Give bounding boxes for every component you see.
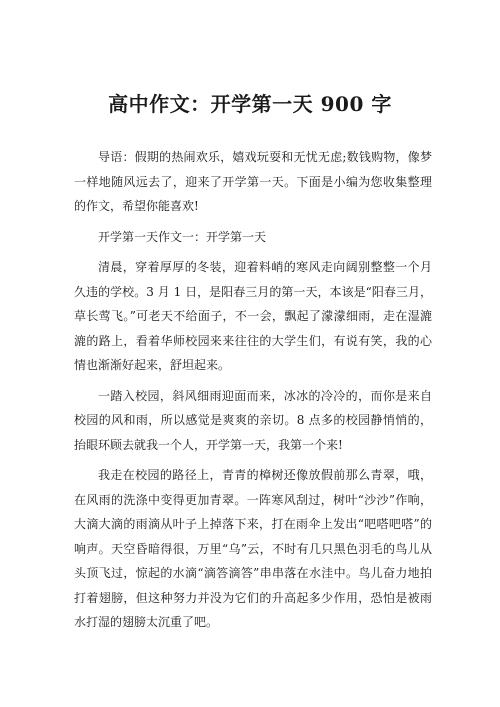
body-paragraph-3: 我走在校园的路径上，青青的樟树还像放假前那么青翠，哦，在风雨的洗涤中变得更加青翠。一阵寒风刮过，树叶“沙沙”作响，大滴大滴的雨滴从叶子上掉落下来，打在雨伞上发出“吧嗒吧嗒”的响声。天空昏暗得很，万里“乌”云，不时有几只黑色羽毛的鸟儿从头顶飞过，惊起的水滴“滴答滴答”串串落在水洼中。鸟儿奋力地拍打着翅膀，但这种努力并没为它们的升高起多少作用，恐怕是被雨水打湿的翅膀太沉重了吧。: [74, 468, 432, 629]
body-paragraph-2: 一踏入校园，斜风细雨迎面而来，冰冰的冷冷的，而你是来自校园的风和雨，所以感觉是爽爽的亲切。8 点多的校园静悄悄的，抬眼环顾去就我一个人，开学第一天，我第一个来!: [74, 388, 432, 452]
document-title: 高中作文：开学第一天 900 字: [108, 92, 392, 116]
intro-paragraph: 导语：假期的热闹欢乐，嬉戏玩耍和无忧无虑;数钱购物，像梦一样地随风远去了，迎来了开学第一天。下面是小编为您收集整理的作文，希望你能喜欢!: [74, 150, 432, 213]
body-paragraph-1: 清晨，穿着厚厚的冬装，迎着料峭的寒风走向阔别整整一个月久违的学校。3 月 1 日，是阳春三月的第一天，本该是“阳春三月，草长莺飞。”可老天不给面子，不一会，飘起了濛濛细雨，走在湿漉漉的路上，看着华师校园来来往往的大学生们，有说有笑，我的心情也渐渐好起来，舒坦起来。: [74, 260, 432, 372]
document-body: [74, 145, 432, 641]
essay-subheading: 开学第一天作文一：开学第一天: [98, 229, 267, 244]
